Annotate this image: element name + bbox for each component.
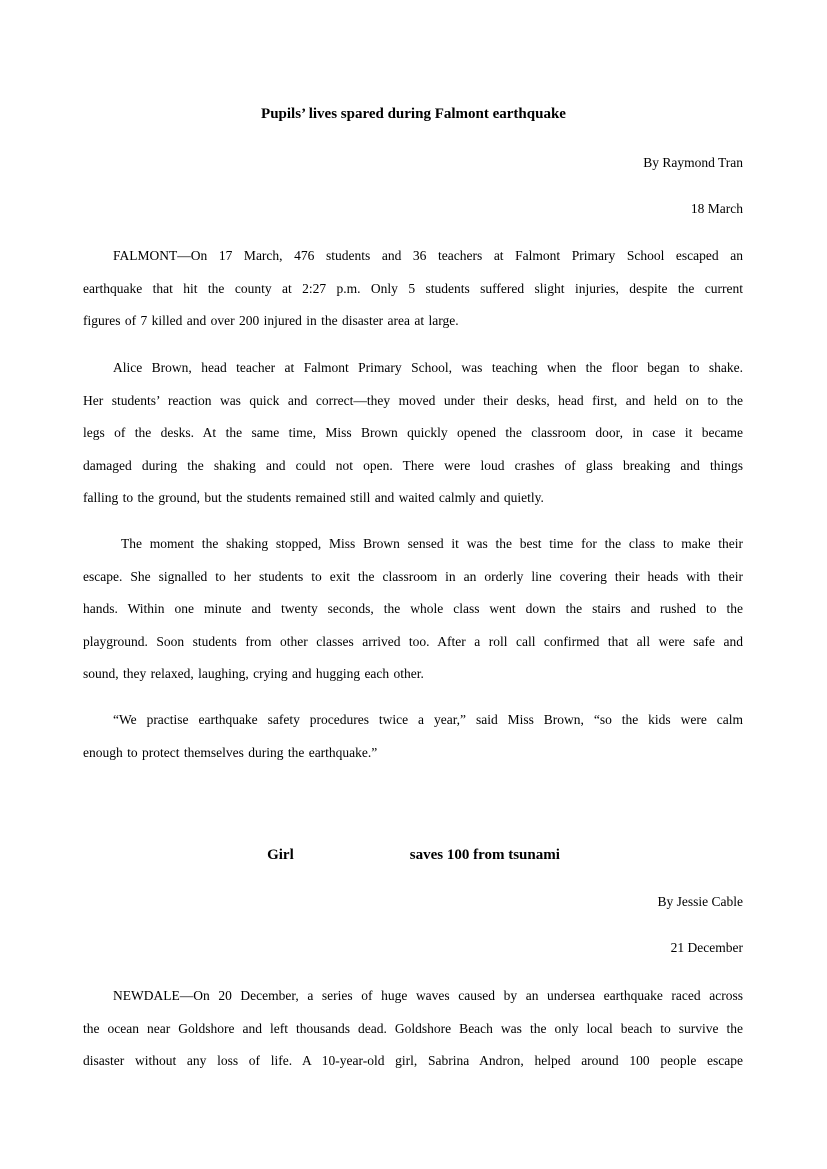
text-line: figures of 7 killed and over 200 injured in the disaster area at large.	[83, 313, 459, 328]
text-line: earthquake that hit the county at 2:27 p.m. Only 5 students suffered slight injuries, despite the current	[83, 280, 743, 296]
article-2-date: 21 December	[670, 940, 743, 955]
text-line: The moment the shaking stopped, Miss Brown sensed it was the best time for the class to make their	[121, 536, 743, 551]
article-1-paragraph-3	[83, 528, 743, 691]
text-line: escape. She signalled to her students to exit the classroom in an orderly line covering their heads with their	[83, 568, 743, 584]
text-line: damaged during the shaking and could not open. There were loud crashes of glass breaking and things	[83, 457, 743, 473]
text-line: legs of the desks. At the same time, Miss Brown quickly opened the classroom door, in case it became	[83, 425, 743, 440]
article-2-title-part-1: Girl	[267, 847, 294, 863]
text-line: the ocean near Goldshore and left thousands dead. Goldshore Beach was the only local beach to survive the	[83, 1020, 743, 1036]
text-line: “We practise earthquake safety procedures twice a year,” said Miss Brown, “so the kids were calm	[113, 712, 743, 727]
article-1-date: 18 March	[690, 201, 743, 216]
text-line: FALMONT—On 17 March, 476 students and 36 teachers at Falmont Primary School escaped an	[113, 248, 743, 263]
article-1-title: Pupils’ lives spared during Falmont earthquake	[261, 106, 566, 122]
text-line: disaster without any loss of life. A 10-year-old girl, Sabrina Andron, helped around 100 people escape	[83, 1053, 743, 1068]
article-2-paragraph-1	[83, 980, 743, 1078]
article-2-byline: By Jessie Cable	[657, 894, 743, 909]
text-line: playground. Soon students from other classes arrived too. After a roll call confirmed that all were safe and	[83, 633, 743, 649]
article-1-paragraph-1	[83, 240, 743, 338]
article-1-paragraph-2	[83, 352, 743, 515]
text-line: enough to protect themselves during the earthquake.”	[83, 744, 378, 760]
text-line: Alice Brown, head teacher at Falmont Primary School, was teaching when the floor began to shake.	[113, 360, 743, 375]
article-1-paragraph-4	[83, 704, 743, 769]
text-line: falling to the ground, but the students remained still and waited calmly and quietly.	[83, 490, 544, 505]
article-1-byline: By Raymond Tran	[643, 155, 743, 170]
article-2-title	[0, 847, 827, 864]
article-2-title-part-2: saves 100 from tsunami	[409, 847, 560, 863]
text-line: NEWDALE—On 20 December, a series of huge waves caused by an undersea earthquake raced across	[113, 988, 743, 1003]
text-line: Her students’ reaction was quick and correct—they moved under their desks, head first, and held on to the	[83, 392, 743, 408]
text-line: hands. Within one minute and twenty seconds, the whole class went down the stairs and rushed to the	[83, 601, 743, 616]
text-line: sound, they relaxed, laughing, crying and hugging each other.	[83, 666, 424, 681]
